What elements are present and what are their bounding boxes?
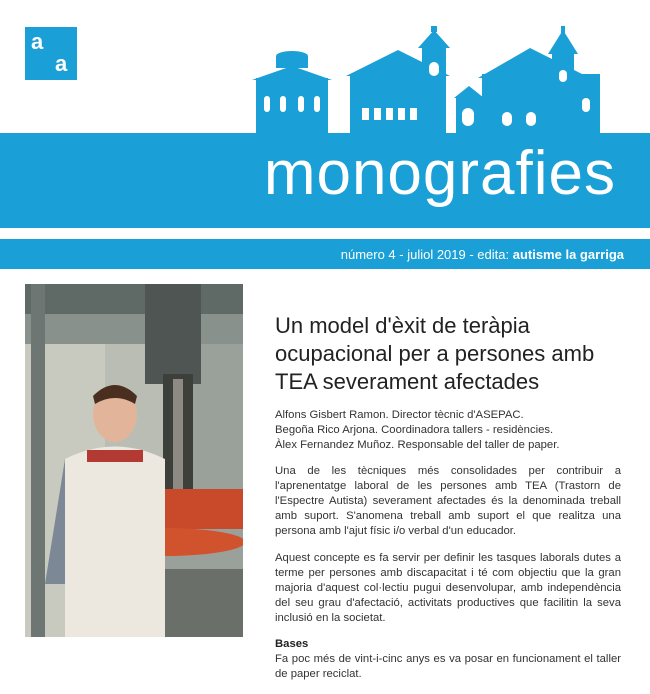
publication-title: monografies	[263, 139, 616, 208]
logo-letter-bottom: a	[55, 51, 68, 76]
publication-logo	[25, 27, 77, 80]
author-list	[275, 408, 621, 453]
issue-details: número 4 - juliol 2019 - edita:	[340, 247, 513, 262]
logo-letter-top: a	[31, 29, 44, 54]
publisher-name: autisme la garriga	[512, 247, 624, 262]
author-line: Àlex Fernandez Muñoz. Responsable del taller de paper.	[275, 439, 560, 451]
issue-info-bar	[0, 239, 650, 269]
body-paragraph: Aquest concepte es fa servir per definir les tasques laborals dutes a terme per persones amb discapacitat i té com objectiu que la gran majoria d'aquest col·lectiu pugui desenvolupar, amb independència del seu grau d'afectació, activitats productives que facilitin la seva inclusió en la societat.	[275, 552, 621, 624]
town-skyline-illustration	[250, 26, 620, 134]
article-title: Un model d'èxit de teràpia ocupacional per a persones amb TEA severament afectades	[275, 313, 595, 394]
section-paragraph: Fa poc més de vint-i-cinc anys es va posar en funcionament el taller de paper reciclat.	[275, 653, 621, 680]
section-heading: Bases	[275, 638, 309, 650]
body-paragraph: Una de les tècniques més consolidades per contribuir a l'aprenentatge laboral de les persones amb TEA (Trastorn de l'Espectre Autista) severament afectades és la denominada treball amb suport. S'anomena treball amb suport el que realitza una persona amb l'ajut físic i/o verbal d'un educador.	[275, 465, 621, 537]
workshop-photo	[25, 284, 243, 637]
issue-info	[341, 247, 624, 262]
header-banner	[0, 133, 650, 228]
author-line: Alfons Gisbert Ramon. Director tècnic d'ASEPAC.	[275, 409, 524, 421]
author-line: Begoña Rico Arjona. Coordinadora tallers - residències.	[275, 424, 554, 436]
